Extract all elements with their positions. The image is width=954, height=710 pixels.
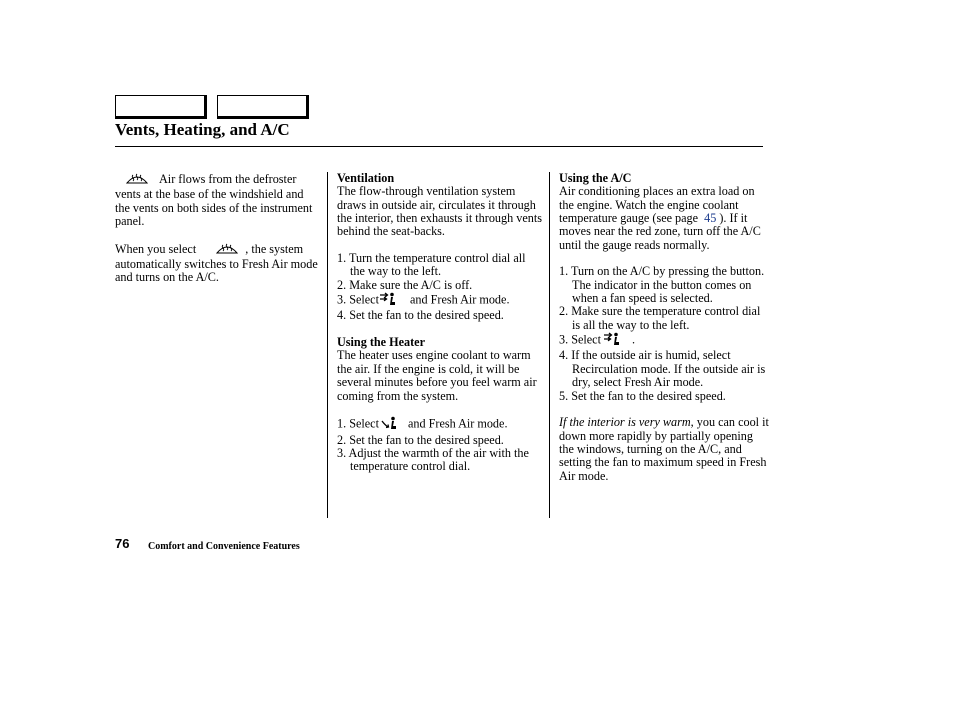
list-item: 1. Turn on the A/C by pressing the button. The indicator in the button comes on when a fan speed is selected. — [559, 264, 765, 306]
column-divider-1 — [327, 172, 328, 518]
step-text: . — [631, 332, 636, 347]
column-ventilation — [337, 172, 543, 487]
list-item — [337, 292, 543, 309]
ventilation-section — [337, 172, 543, 239]
title-rule — [115, 146, 763, 147]
page-number: 76 — [115, 536, 130, 551]
list-item: 2. Make sure the temperature control dial is all the way to the left. — [559, 304, 761, 332]
column-divider-2 — [549, 172, 550, 518]
page-title: Vents, Heating, and A/C — [115, 120, 290, 139]
ac-tip — [559, 416, 769, 483]
list-item: 1. Turn the temperature control dial all the way to the left. — [337, 251, 526, 279]
defrost-text: Air flows from the defroster vents at the base of the windshield and the vents on both sides of the instrument panel. — [115, 171, 313, 229]
floor-heat-mode-icon — [393, 416, 398, 433]
step-text: 1. Select — [337, 416, 379, 431]
defrost-select-text-before: When you select — [115, 241, 197, 256]
step-text: and Fresh Air mode. — [409, 292, 510, 307]
ac-heading: Using the A/C — [559, 171, 632, 185]
ac-text-before: Air conditioning places an extra load on the engine. Watch the engine coolant temperature gauge (see page — [559, 184, 755, 226]
step-text: 3. Select — [337, 292, 379, 307]
defrost-select-text-after: , the system automatically switches to Fresh Air mode and turns on the A/C. — [115, 241, 318, 285]
heater-text: The heater uses engine coolant to warm the air. If the engine is cold, it will be several minutes before you feel warm air coming from the system. — [337, 348, 537, 403]
ac-text-after: ). If it moves near the red zone, turn off the A/C until the gauge reads normally. — [559, 211, 761, 252]
nav-button-1[interactable] — [115, 95, 207, 119]
ventilation-text: The flow-through ventilation system draws in outside air, circulates it through the interior, then exhausts it through vents behind the seat-backs. — [337, 184, 542, 239]
heater-heading: Using the Heater — [337, 335, 426, 350]
page-45-link[interactable]: 45 — [704, 211, 717, 226]
list-item — [559, 332, 769, 349]
ac-section — [559, 172, 769, 252]
list-item: 5. Set the fan to the desired speed. — [559, 388, 726, 403]
defrost-icon — [215, 242, 239, 258]
step-text: 3. Select — [559, 332, 601, 347]
defrost-icon — [125, 172, 149, 188]
nav-button-2[interactable] — [217, 95, 309, 119]
defrost-select-paragraph — [115, 242, 320, 285]
list-item: 4. Set the fan to the desired speed. — [337, 308, 504, 323]
vent-mode-icon — [615, 332, 622, 349]
column-ac — [559, 172, 769, 496]
ventilation-heading: Ventilation — [337, 171, 395, 185]
list-item: 2. Make sure the A/C is off. — [337, 277, 473, 292]
ac-tip-text: you can cool it down more rapidly by partially opening the windows, turning on the A/C, and setting the fan to maximum speed in Fresh Air mode. — [559, 415, 769, 483]
list-item: 2. Set the fan to the desired speed. — [337, 432, 504, 447]
column-defrost — [115, 172, 320, 298]
list-item — [337, 416, 543, 433]
list-item: 4. If the outside air is humid, select Recirculation mode. If the outside air is dry, select Fresh Air mode. — [559, 348, 766, 390]
defrost-paragraph — [115, 172, 320, 228]
list-item: 3. Adjust the warmth of the air with the temperature control dial. — [337, 445, 529, 474]
heater-section — [337, 336, 543, 403]
ac-tip-italic: If the interior is very warm, — [559, 415, 694, 430]
vent-mode-icon — [391, 292, 398, 309]
ventilation-steps — [337, 252, 543, 323]
ac-steps — [559, 265, 769, 402]
step-text: and Fresh Air mode. — [407, 416, 508, 431]
section-footer: Comfort and Convenience Features — [148, 541, 300, 552]
heater-steps — [337, 416, 543, 473]
